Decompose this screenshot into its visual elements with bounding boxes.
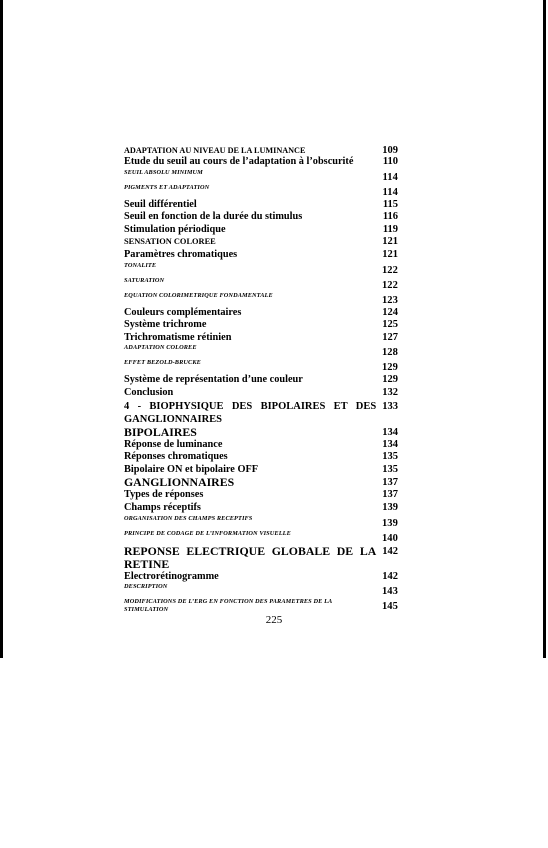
toc-entry	[124, 489, 398, 502]
toc-entry-label: Trichromatisme rétinien	[124, 331, 232, 343]
toc-entry-label: TONALITE	[124, 261, 157, 269]
toc-entry	[124, 332, 398, 345]
toc-entry-label: ADAPTATION AU NIVEAU DE LA LUMINANCE	[124, 146, 306, 155]
toc-entry-page: 123	[381, 294, 398, 306]
page-right-border	[543, 0, 546, 658]
toc-entry-label: Etude du seuil au cours de l’adaptation à l’obscurité	[124, 156, 354, 167]
toc-entry-label: Types de réponses	[124, 489, 204, 501]
toc-entry-label: SATURATION	[124, 276, 165, 284]
toc-entry	[124, 359, 398, 374]
toc-entry-label: Réponses chromatiques	[124, 451, 228, 463]
toc-entry-page: 128	[381, 347, 398, 359]
toc-entry-label: Seuil différentiel	[124, 198, 197, 210]
toc-entry	[124, 224, 398, 237]
toc-entry	[124, 262, 398, 277]
toc-entry-page: 114	[382, 171, 398, 183]
toc-entry-page: 140	[381, 532, 398, 544]
toc-entry-page: 137	[382, 477, 398, 489]
toc-entry	[124, 319, 398, 332]
toc-entry	[124, 374, 398, 387]
toc-entry-page: 135	[382, 451, 398, 463]
toc-entry	[124, 277, 398, 292]
toc-entry-page: 143	[381, 586, 398, 598]
toc-entry-label: Electrorétinogramme	[124, 570, 219, 582]
toc-entry-page: 125	[382, 319, 398, 331]
toc-entry-label: EFFET BEZOLD-BRUCKE	[124, 359, 201, 367]
toc-entry-page: 133	[382, 400, 398, 412]
toc-entry-page: 115	[382, 198, 398, 210]
toc-entry	[124, 344, 398, 359]
toc-entry-label: ADAPTATION COLOREE	[124, 344, 197, 352]
toc-entry-page: 145	[381, 601, 398, 613]
toc-entry-label: DESCRIPTION	[124, 583, 168, 591]
toc-entry	[124, 530, 398, 545]
toc-entry	[124, 515, 398, 530]
toc-entry	[124, 184, 398, 199]
toc-entry-page: 124	[382, 306, 398, 318]
toc-entry-label: Réponse de luminance	[124, 438, 223, 450]
toc-entry-label: ORGANISATION DES CHAMPS RECEPTIFS	[124, 514, 253, 522]
toc-entry-page: 135	[382, 463, 398, 475]
toc-entry-page: 142	[382, 545, 398, 557]
toc-entry-page: 119	[382, 223, 398, 235]
toc-entry-page: 121	[382, 248, 398, 260]
toc-entry-label: BIPOLAIRES	[124, 424, 197, 439]
toc-entry-page: 139	[381, 517, 398, 529]
toc-entry	[124, 307, 398, 320]
toc-entry	[124, 156, 398, 169]
toc-entry-label: Bipolaire ON et bipolaire OFF	[124, 463, 259, 475]
toc-entry-label: MODIFICATIONS DE L’ERG EN FONCTION DES PARAMETRES DE LA STIMULATION	[124, 598, 332, 614]
toc-entry-page: 134	[382, 426, 398, 438]
toc-entry-label: Système de représentation d’une couleur	[124, 374, 303, 386]
toc-entry-label: Conclusion	[124, 386, 174, 398]
toc-entry	[124, 292, 398, 307]
toc-entry-label: REPONSE ELECTRIQUE GLOBALE DE LA RETINE	[124, 543, 377, 571]
toc-entry-page: 129	[382, 374, 398, 386]
toc-entry	[124, 439, 398, 452]
toc-entry-label: PRINCIPE DE CODAGE DE L’INFORMATION VISUELLE	[124, 529, 291, 537]
toc-entry-page: 114	[382, 186, 398, 198]
page-number: 225	[265, 614, 283, 626]
toc-entry-page: 110	[382, 156, 398, 167]
toc-entry	[124, 571, 398, 584]
toc-entry-page: 139	[382, 501, 398, 513]
toc-entry-label: Seuil en fonction de la durée du stimulus	[124, 211, 303, 223]
toc-entry	[124, 400, 398, 426]
toc-entry-label: Système trichrome	[124, 319, 207, 331]
toc-entry-page: 132	[382, 386, 398, 398]
toc-entry	[124, 145, 398, 156]
toc-entry-page: 142	[382, 570, 398, 582]
toc-entry	[124, 169, 398, 184]
toc-entry-label: SEUIL ABSOLU MINIMUM	[124, 168, 203, 176]
toc-entry-page: 137	[382, 489, 398, 501]
toc-entry-page: 127	[382, 331, 398, 343]
toc-entry-page: 122	[381, 264, 398, 276]
toc-entry-page: 122	[381, 279, 398, 291]
toc-entry-label: Paramètres chromatiques	[124, 248, 238, 260]
page-left-border	[0, 0, 3, 658]
toc-entry-label: GANGLIONNAIRES	[124, 475, 235, 490]
toc-entry	[124, 211, 398, 224]
toc-entry	[124, 476, 398, 489]
toc-entry-label: Champs réceptifs	[124, 501, 201, 513]
toc-entry	[124, 583, 398, 598]
toc-entry	[124, 236, 398, 249]
toc-entry-page: 109	[382, 145, 398, 156]
toc-entry-label: 4 - BIOPHYSIQUE DES BIPOLAIRES ET DES GANGLIONNAIRES	[124, 400, 377, 425]
toc-entry-label: Stimulation périodique	[124, 223, 226, 235]
toc-entry	[124, 451, 398, 464]
toc-entry	[124, 502, 398, 515]
toc-entry	[124, 199, 398, 212]
table-of-contents	[124, 145, 398, 614]
toc-entry	[124, 426, 398, 439]
toc-entry-label: SENSATION COLOREE	[124, 237, 216, 247]
toc-entry-label: EQUATION COLORIMETRIQUE FONDAMENTALE	[124, 291, 273, 299]
toc-entry	[124, 598, 398, 614]
toc-entry-page: 121	[382, 236, 398, 248]
toc-entry	[124, 249, 398, 262]
toc-entry-page: 134	[382, 438, 398, 450]
toc-entry-label: Couleurs complémentaires	[124, 306, 242, 318]
toc-entry	[124, 387, 398, 400]
toc-entry-page: 129	[381, 362, 398, 374]
toc-entry	[124, 545, 398, 571]
toc-entry-page: 116	[382, 211, 398, 223]
toc-entry-label: PIGMENTS ET ADAPTATION	[124, 183, 210, 191]
